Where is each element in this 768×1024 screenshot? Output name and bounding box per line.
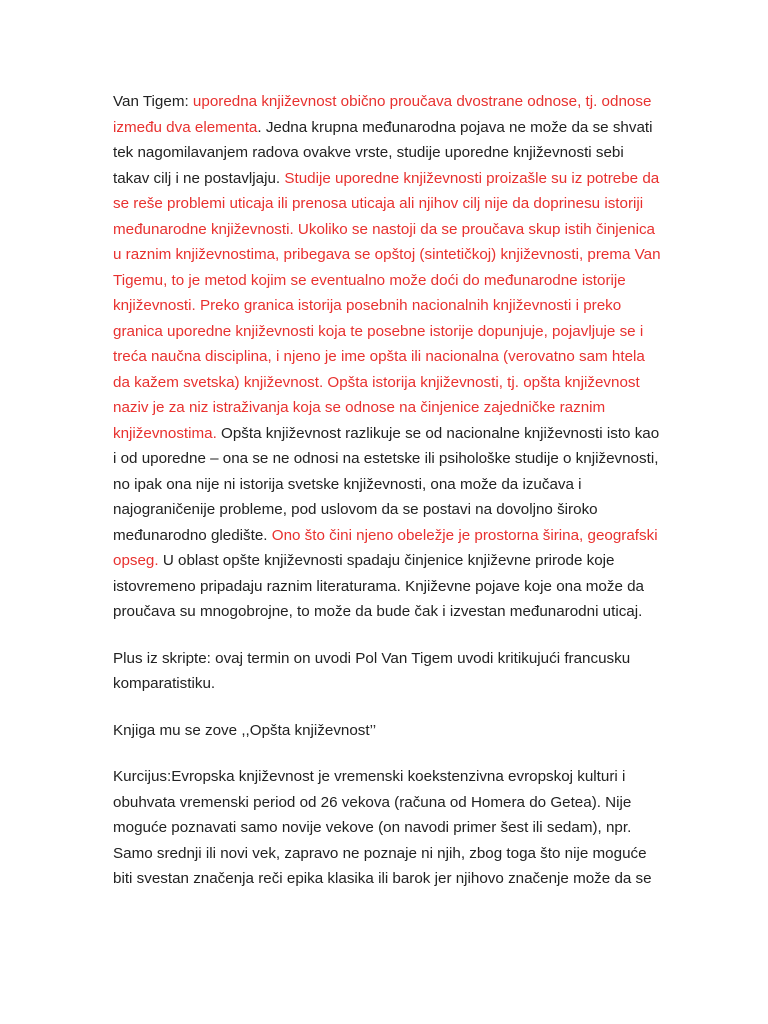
paragraph-kurcijus: [113, 764, 663, 892]
highlighted-text-segment: Ono što čini njeno obeležje je prostorna širina, geografski opseg.: [113, 526, 658, 569]
text-segment: Van Tigem:: [113, 93, 193, 110]
highlighted-text-segment: uporedna književnost obično proučava dvostrane odnose, tj. odnose između dva elementa: [113, 93, 652, 136]
text-segment: Plus iz skripte: ovaj termin on uvodi Pol Van Tigem uvodi kritikujući francusku komparatistiku.: [113, 649, 631, 692]
text-segment: Knjiga mu se zove ,,Opšta književnost’’: [113, 721, 377, 739]
text-segment: Opšta književnost razlikuje se od nacionalne književnosti isto kao i od uporedne – ona se ne odnosi na estetske ili psihološke studije o književnosti, no ipak ona nije ni istorija svetske književnosti, ona može da izučava i najograničenije probleme, pod uslovom da se postavi na dovoljno široko međunarodno gledište.: [113, 424, 660, 544]
document-body: [113, 89, 663, 913]
text-segment: Kurcijus:Evropska književnost je vremenski koekstenzivna evropskoj kulturi i obuhvata vremenski period od 26 vekova (računa od Homera do Getea). Nije moguće poznavati samo novije vekove (on navodi primer šest ili sedam), npr. Samo srednji ili novi vek, zapravo ne poznaje ni njih, zbog toga što nije moguće biti svestan značenja reči epika klasika ili barok jer njihovo značenje može da se: [113, 768, 652, 887]
text-segment: . Jedna krupna međunarodna pojava ne može da se shvati tek nagomilavanjem radova ovakve vrste, studije uporedne književnosti sebi takav cilj i ne postavljaju.: [113, 118, 653, 187]
highlighted-text-segment: Studije uporedne književnosti proizašle su iz potrebe da se reše problemi uticaja ili prenosa uticaja ali njihov cilj nije da doprinesu istoriji međunarodne književnosti. Ukoliko se nastoji da se proučava skup istih činjenica u raznim književnostima, pribegava se opštoj (sintetičkoj) književnosti, prema Van Tigemu, to je metod kojim se eventualno može doći do međunarodne istorije književnosti. Preko granica istorija posebnih nacionalnih književnosti i preko granica uporedne književnosti koja te posebne istorije dopunjuje, pojavljuje se i treća naučna disciplina, i njeno je ime opšta ili nacionalna (verovatno sam htela da kažem svetska) književnost. Opšta istorija književnosti, tj. opšta književnost naziv je za niz istraživanja koja se odnose na činjenice zajedničke raznim književnostima.: [113, 169, 661, 442]
paragraph-knjiga: [113, 718, 663, 744]
text-segment: U oblast opšte književnosti spadaju činjenice književne prirode koje istovremeno pripadaju raznim literaturama. Književne pojave koje ona može da proučava su mnogobrojne, to može da bude čak i izvestan međunarodni uticaj.: [113, 552, 644, 620]
paragraph-van-tigem: [113, 89, 663, 625]
paragraph-skripta: [113, 646, 663, 697]
